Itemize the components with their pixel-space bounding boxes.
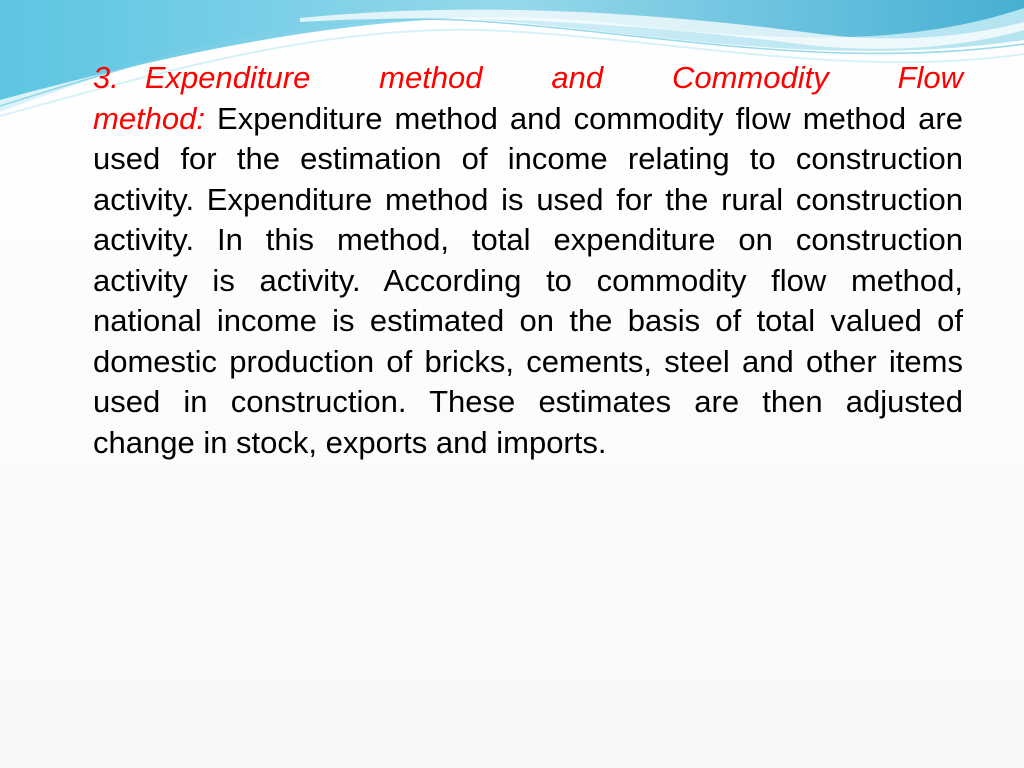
slide-paragraph xyxy=(93,58,963,463)
heading-number: 3. xyxy=(93,60,119,95)
body-text: Expenditure method and commodity flow method are used for the estimation of income relating to construction activity. Expenditure method is used for the rural construction activity. In this method, total expenditure on construction activity is activity. According to commodity flow method, national income is estimated on the basis of total valued of domestic production of bricks, cements, steel and other items used in construction. These estimates are then adjusted change in stock, exports and imports. xyxy=(93,100,963,460)
heading-title: Expenditure method and Commodity Flow method: xyxy=(93,60,963,136)
